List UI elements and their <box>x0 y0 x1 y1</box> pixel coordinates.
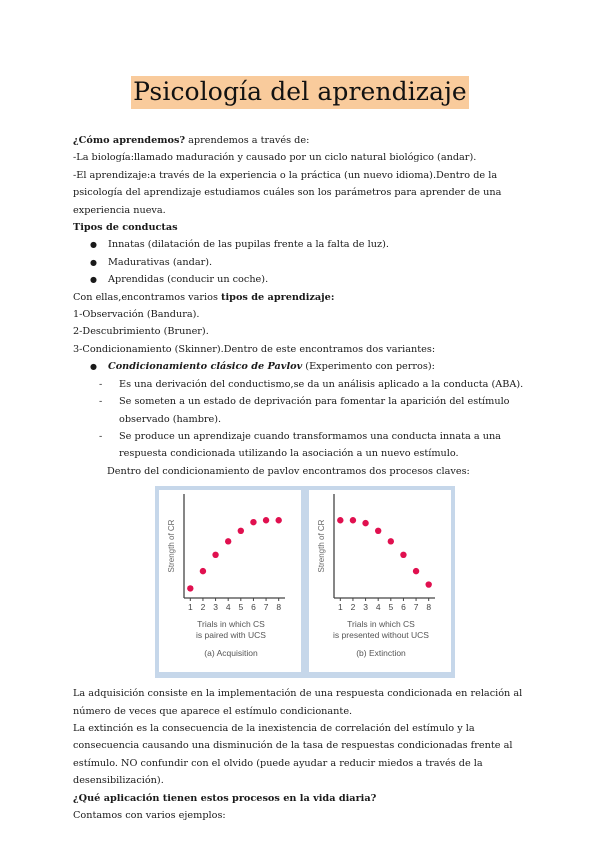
pavlov-title: Condicionamiento clásico de Pavlov <box>108 361 303 373</box>
aprendizaje-item: 1-Observación (Bandura). <box>73 309 200 321</box>
tipos-aprendizaje-intro-text: Con ellas,encontramos varios <box>73 291 222 303</box>
data-point <box>362 520 368 526</box>
intro-question <box>73 132 533 149</box>
x-tick-label: 2 <box>200 602 206 613</box>
x-tick-label: 8 <box>426 602 432 613</box>
y-axis-label: Strength of CR <box>317 519 326 573</box>
application-question: ¿Qué aplicación tienen estos procesos en la vida diaria? <box>73 792 377 804</box>
x-tick-label: 1 <box>337 602 343 613</box>
y-axis-label: Strength of CR <box>167 519 176 573</box>
data-point <box>238 528 244 534</box>
x-tick-label: 6 <box>251 602 256 613</box>
x-tick-label: 7 <box>413 602 419 613</box>
data-point <box>250 519 256 525</box>
document-body <box>73 132 533 824</box>
x-tick-label: 3 <box>213 602 218 613</box>
title-container <box>0 76 600 109</box>
x-tick-label: 4 <box>375 602 381 613</box>
intro-question-rest: aprendemos a través de: <box>185 135 310 146</box>
x-tick-label: 4 <box>225 602 231 613</box>
x-tick-label: 2 <box>350 602 356 613</box>
intro-line-aprendizaje: -El aprendizaje:a través de la experiencia o la práctica (un nuevo idioma).Dentro de la psicología del aprendizaje estudiamos cuáles son los parámetros para aprender de una experiencia nueva. <box>73 169 502 216</box>
pavlov-procesos: Dentro del condicionamiento de pavlov encontramos dos procesos claves: <box>107 465 470 477</box>
x-tick-label: 5 <box>388 602 394 613</box>
pavlov-point: - Es una derivación del conductismo,se da un análisis aplicado a la conducta (ABA). <box>91 376 533 393</box>
tipos-aprendizaje-intro-bold: tipos de aprendizaje: <box>221 291 335 303</box>
pavlov-point: - Se produce un aprendizaje cuando transformamos una conducta innata a una respuesta condicionada utilizando la asociación a un nuevo estímulo. <box>91 428 533 463</box>
list-item: ● Madurativas (andar). <box>90 254 533 271</box>
data-point <box>200 568 206 574</box>
x-tick-label: 1 <box>187 602 193 613</box>
x-tick-label: 8 <box>276 602 282 613</box>
data-point <box>187 585 193 591</box>
pavlov-list <box>73 358 533 375</box>
list-item: ● Innatas (dilatación de las pupilas frente a la falta de luz). <box>90 236 533 253</box>
conditioning-figure <box>155 486 455 678</box>
data-point <box>275 517 281 523</box>
data-point <box>375 528 381 534</box>
page-title: Psicología del aprendizaje <box>131 76 469 109</box>
data-point <box>400 552 406 558</box>
tipos-conductas-list <box>73 236 533 288</box>
data-point <box>425 581 431 587</box>
examples-line: Contamos con varios ejemplos: <box>73 809 226 821</box>
tipos-conductas-heading: Tipos de conductas <box>73 222 178 234</box>
x-axis-label: Trials in which CS is presented without UCS <box>333 619 429 641</box>
pavlov-points <box>73 376 533 463</box>
chart-title: (a) Acquisition <box>204 648 258 659</box>
extinction-panel <box>309 490 451 672</box>
data-point <box>225 538 231 544</box>
intro-line-biologia: -La biología:llamado maduración y causado por un ciclo natural biológico (andar). <box>73 152 477 164</box>
pavlov-point: - Se someten a un estado de deprivación para fomentar la aparición del estímulo observado (hambre). <box>91 393 533 428</box>
x-tick-label: 3 <box>363 602 368 613</box>
x-tick-label: 6 <box>401 602 406 613</box>
chart-title: (b) Extinction <box>356 648 406 659</box>
x-axis-label: Trials in which CS is paired with UCS <box>196 619 266 641</box>
data-point <box>388 538 394 544</box>
x-tick-label: 7 <box>263 602 269 613</box>
conditioning-charts <box>155 486 455 678</box>
data-point <box>350 517 356 523</box>
intro-question-bold: ¿Cómo aprendemos? <box>73 135 186 146</box>
aprendizaje-item: 3-Condicionamiento (Skinner).Dentro de este encontramos dos variantes: <box>73 343 436 355</box>
x-tick-label: 5 <box>238 602 244 613</box>
acquisition-paragraph: La adquisición consiste en la implementación de una respuesta condicionada en relación al número de veces que aparece el estímulo condicionante. <box>73 688 523 717</box>
list-item: ● Aprendidas (conducir un coche). <box>90 271 533 288</box>
data-point <box>263 517 269 523</box>
pavlov-title-rest: (Experimento con perros): <box>302 361 435 373</box>
tipos-aprendizaje-intro <box>73 289 533 306</box>
data-point <box>413 568 419 574</box>
extinction-paragraph: La extinción es la consecuencia de la inexistencia de correlación del estímulo y la consecuencia causando una disminución de la tasa de respuestas condicionadas frente al estímulo. NO confundir con el olvido (puede ayudar a reducir miedos a través de la desensibilización). <box>73 722 513 787</box>
data-point <box>212 552 218 558</box>
aprendizaje-item: 2-Descubrimiento (Bruner). <box>73 326 209 338</box>
data-point <box>337 517 343 523</box>
pavlov-item <box>90 358 533 375</box>
